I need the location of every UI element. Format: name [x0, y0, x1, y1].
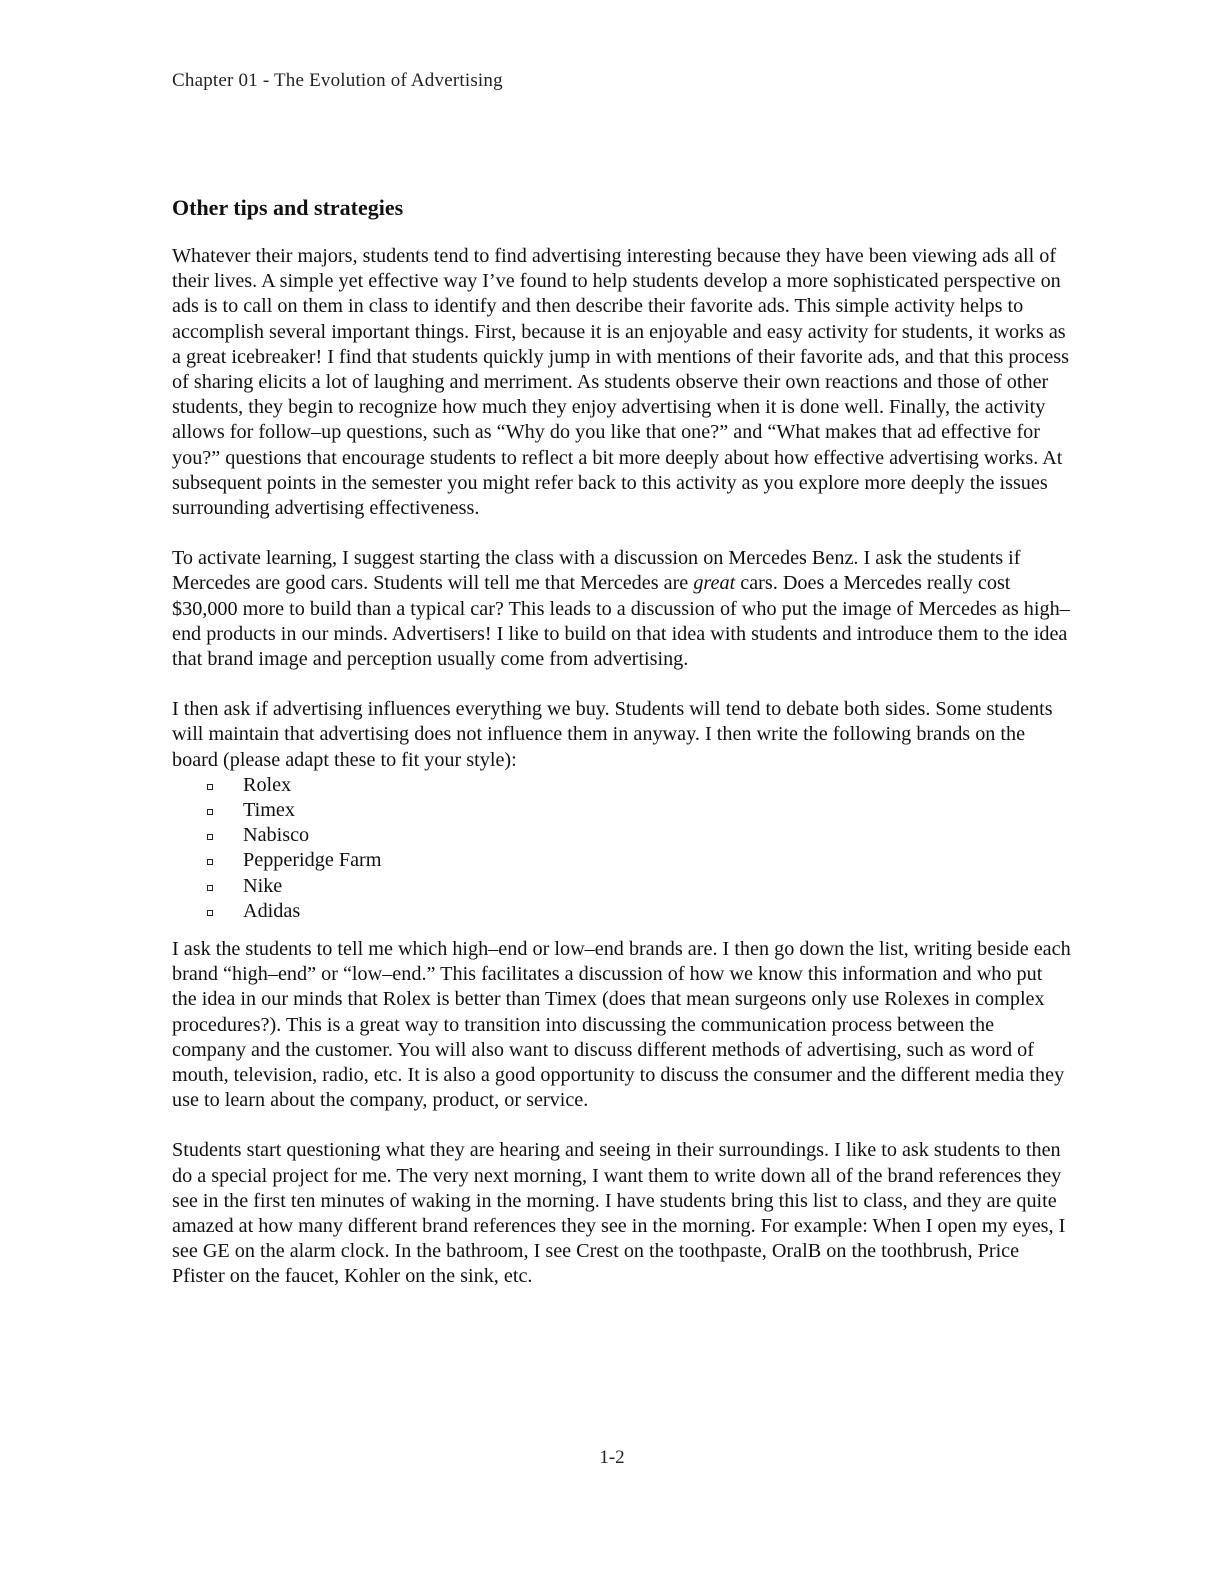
list-item [172, 899, 1072, 924]
square-bullet-icon [207, 910, 213, 916]
square-bullet-icon [207, 859, 213, 865]
paragraph-brand-references: Students start questioning what they are hearing and seeing in their surroundings. I like to ask students to then do a special project for me. The very next morning, I want them to write down all of the brand references they see in the first ten minutes of waking in the morning. I have students bring this list to class, and they are quite amazed at how many different brand references they see in the morning. For example: When I open my eyes, I see GE on the alarm clock. In the bathroom, I see Crest on the toothpaste, OralB on the toothbrush, Price Pfister on the faucet, Kohler on the sink, etc. [172, 1139, 1066, 1288]
brand-name: Rolex [243, 773, 292, 796]
list-item [172, 773, 1072, 798]
page-content [172, 193, 1072, 1315]
brand-list [172, 773, 1072, 924]
paragraph-favorite-ads: Whatever their majors, students tend to find advertising interesting because they have been viewing ads all of their lives. A simple yet effective way I’ve found to help students develop a more sophisticated perspective on ads is to call on them in class to identify and then describe their favorite ads. This simple activity helps to accomplish several important things. First, because it is an enjoyable and easy activity for students, it works as a great icebreaker! I find that students quickly jump in with mentions of their favorite ads, and that this process of sharing elicits a lot of laughing and merriment. As students observe their own reactions and those of other students, they begin to recognize how much they enjoy advertising when it is done well. Finally, the activity allows for follow–up questions, such as “Why do you like that one?” and “What makes that ad effective for you?” questions that encourage students to reflect a bit more deeply about how effective advertising works. At subsequent points in the semester you might refer back to this activity as you explore more deeply the issues surrounding advertising effectiveness. [172, 245, 1069, 520]
paragraph-mercedes-text-2: cars. Does a Mercedes really cost $30,000 more to build than a typical car? This leads to a discussion of who put the image of Mercedes as high–end products in our minds. Advertisers! I like to build on that idea with students and introduce them to the idea that brand image and perception usually come from advertising. [172, 572, 1070, 671]
brand-name: Pepperidge Farm [243, 849, 382, 872]
list-item [172, 874, 1072, 899]
section-heading: Other tips and strategies [172, 195, 404, 220]
emphasis-great: great [693, 572, 736, 595]
square-bullet-icon [207, 784, 213, 790]
square-bullet-icon [207, 885, 213, 891]
list-item [172, 848, 1072, 873]
square-bullet-icon [207, 834, 213, 840]
paragraph-mercedes [172, 546, 1072, 672]
list-item [172, 823, 1072, 848]
page-number: 1-2 [599, 1447, 625, 1468]
paragraph-high-low-end: I ask the students to tell me which high–end or low–end brands are. I then go down the list, writing beside each brand “high–end” or “low–end.” This facilitates a discussion of how we know this information and who put the idea in our minds that Rolex is better than Timex (does that mean surgeons only use Rolexes in complex procedures?). This is a great way to transition into discussing the communication process between the company and the customer. You will also want to discuss different methods of advertising, such as word of mouth, television, radio, etc. It is also a good opportunity to discuss the consumer and the different media they use to learn about the company, product, or service. [172, 937, 1071, 1112]
brand-name: Adidas [243, 899, 301, 922]
square-bullet-icon [207, 809, 213, 815]
list-item [172, 798, 1072, 823]
brand-name: Nabisco [243, 824, 310, 847]
brand-name: Nike [243, 874, 283, 897]
paragraph-mercedes-text-1: To activate learning, I suggest starting the class with a discussion on Mercedes Benz. I ask the students if Mercedes are good cars. Students will tell me that Mercedes are [172, 547, 1021, 595]
brand-name: Timex [243, 799, 295, 822]
paragraph-advertising-influence: I then ask if advertising influences everything we buy. Students will tend to debate both sides. Some students will maintain that advertising does not influence them in anyway. I then write the following brands on the board (please adapt these to fit your style): [172, 698, 1053, 771]
running-header: Chapter 01 - The Evolution of Advertising [172, 70, 503, 91]
